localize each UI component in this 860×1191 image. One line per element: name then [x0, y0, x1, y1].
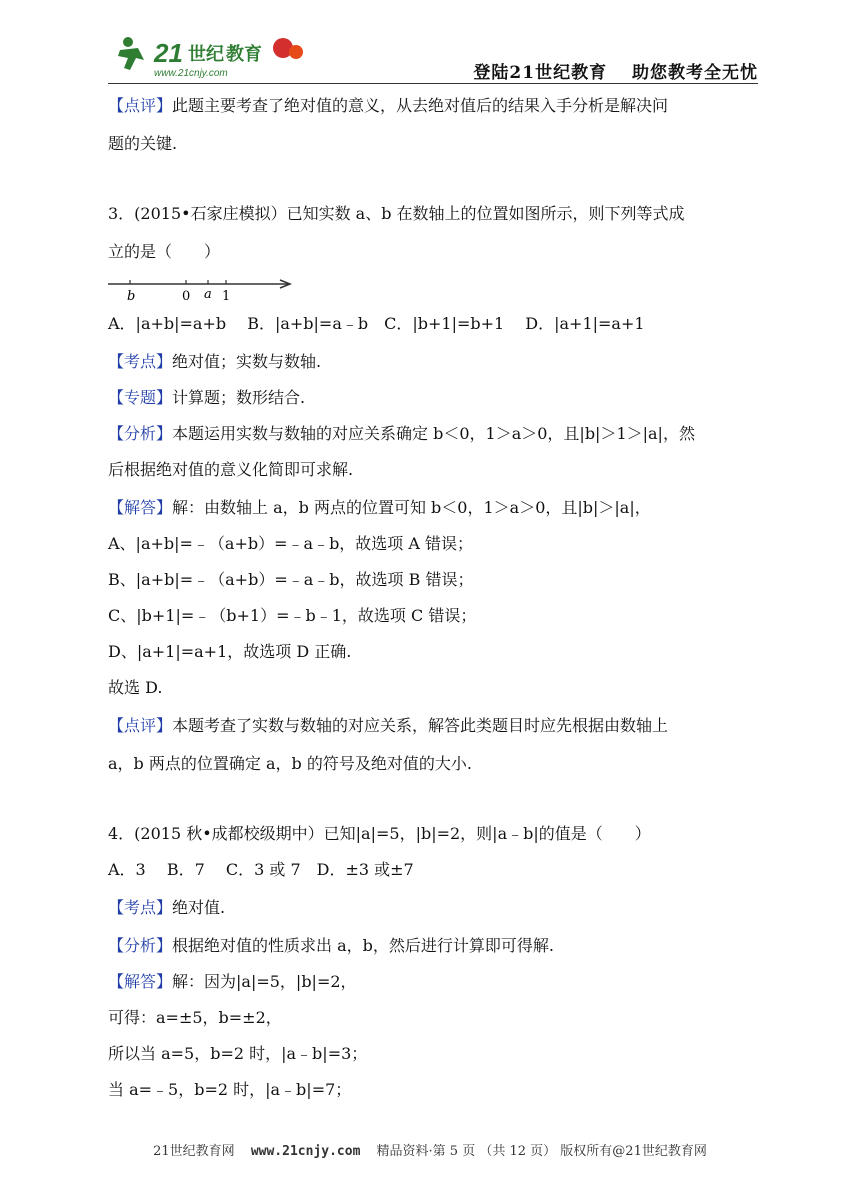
footer-link[interactable]: www.21cnjy.com	[250, 1144, 361, 1159]
question-3-stem: 3．(2015•石家庄模拟）已知实数 a、b 在数轴上的位置如图所示，则下列等式成	[108, 204, 685, 223]
footer-page-info: 精品资料·第 5 页 （共 12 页）	[376, 1144, 557, 1159]
text-line: A、|a+b|=﹣（a+b）=﹣a﹣b，故选项 A 错误；	[108, 534, 474, 553]
svg-text:21: 21	[154, 38, 183, 68]
text-line: 【考点】绝对值；实数与数轴.	[108, 352, 322, 371]
text-line: 【解答】解：由数轴上 a，b 两点的位置可知 b＜0，1＞a＞0，且|b|＞|a|，	[108, 498, 651, 517]
header-divider	[108, 83, 758, 84]
svg-text:世纪: 世纪	[188, 44, 224, 65]
text-line: 立的是（ ）	[108, 242, 221, 261]
text-line: 故选 D.	[108, 678, 163, 697]
text-line: 【点评】本题考查了实数与数轴的对应关系，解答此类题目时应先根据由数轴上	[108, 716, 669, 735]
text-line: D、|a+1|=a+1，故选项 D 正确.	[108, 642, 352, 661]
text-line: 所以当 a=5，b=2 时，|a﹣b|=3；	[108, 1044, 368, 1063]
text-line: 后根据绝对值的意义化简即可求解.	[108, 460, 354, 479]
text-line: 【专题】计算题；数形结合.	[108, 388, 306, 407]
text-line: C、|b+1|=﹣（b+1）=﹣b﹣1，故选项 C 错误；	[108, 606, 477, 625]
site-logo	[108, 30, 308, 80]
text-line: 【分析】本题运用实数与数轴的对应关系确定 b＜0，1＞a＞0，且|b|＞1＞|a|，然	[108, 424, 695, 443]
question-4-stem: 4．(2015 秋•成都校级期中）已知|a|=5，|b|=2，则|a﹣b|的值是（ ）	[108, 824, 651, 843]
header-site: 登陆21世纪教育	[473, 63, 608, 83]
number-line-figure	[108, 277, 298, 307]
answer-options: A．|a+b|=a+b B．|a+b|=a﹣b C．|b+1|=b+1 D．|a+1|=a+1	[108, 314, 645, 333]
header-slogan	[473, 58, 758, 83]
page-header	[108, 28, 758, 82]
text-line: 题的关键.	[108, 134, 178, 153]
text-line: a，b 两点的位置确定 a，b 的符号及绝对值的大小.	[108, 754, 472, 773]
label-1: 1	[222, 289, 231, 304]
text-line: 【考点】绝对值.	[108, 898, 226, 917]
text-line: B、|a+b|=﹣（a+b）=﹣a﹣b，故选项 B 错误；	[108, 570, 474, 589]
label-b: b	[127, 289, 136, 304]
text-line: 【点评】此题主要考查了绝对值的意义，从去绝对值后的结果入手分析是解决问	[108, 96, 669, 115]
answer-options: A．3 B．7 C．3 或 7 D．±3 或±7	[108, 860, 414, 879]
svg-text:教育: 教育	[226, 44, 262, 65]
svg-text:www.21cnjy.com: www.21cnjy.com	[154, 68, 228, 79]
footer-site: 21世纪教育网	[153, 1144, 235, 1159]
text-line: 当 a=﹣5，b=2 时，|a﹣b|=7；	[108, 1080, 352, 1099]
page-footer	[0, 1140, 860, 1159]
header-motto: 助您教考全无忧	[632, 63, 758, 83]
text-line: 可得：a=±5，b=±2，	[108, 1008, 282, 1027]
label-0: 0	[182, 289, 191, 304]
text-line: 【解答】解：因为|a|=5，|b|=2，	[108, 972, 357, 991]
label-a: a	[204, 287, 212, 302]
text-line: 【分析】根据绝对值的性质求出 a，b，然后进行计算即可得解.	[108, 936, 554, 955]
footer-copyright: 版权所有@21世纪教育网	[560, 1144, 707, 1159]
